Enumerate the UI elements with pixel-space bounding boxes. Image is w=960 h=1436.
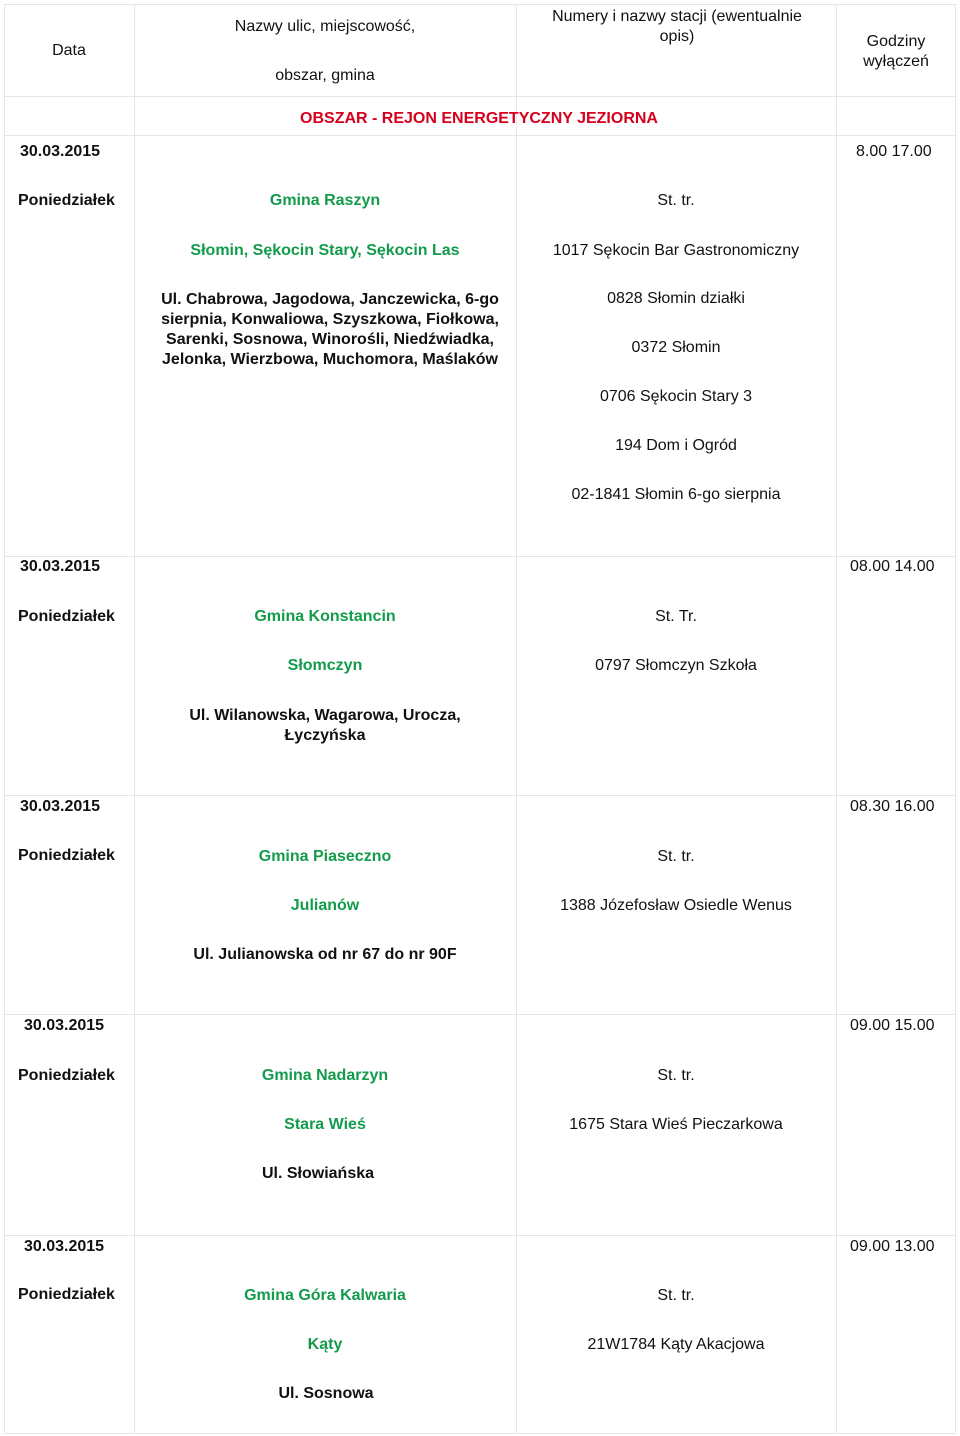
entry-date: 30.03.2015 xyxy=(20,558,101,575)
station-item: 0797 Słomczyn Szkoła xyxy=(595,657,757,674)
entry-date: 30.03.2015 xyxy=(24,1238,105,1255)
station-item: 1675 Stara Wieś Pieczarkowa xyxy=(569,1116,783,1133)
entry-localities: Stara Wieś xyxy=(284,1116,366,1133)
entry-hours: 8.00 17.00 xyxy=(856,143,932,160)
station-item: 0372 Słomin xyxy=(631,339,721,356)
row-divider xyxy=(4,1014,956,1015)
entry-gmina: Gmina Raszyn xyxy=(269,192,381,209)
row-divider xyxy=(4,556,956,557)
row-divider xyxy=(4,795,956,796)
station-label: St. tr. xyxy=(657,192,695,209)
station-item: 194 Dom i Ogród xyxy=(615,437,737,454)
entry-day: Poniedziałek xyxy=(18,847,115,864)
entry-localities: Kąty xyxy=(307,1336,343,1353)
entry-hours: 08.00 14.00 xyxy=(850,558,935,575)
entry-date: 30.03.2015 xyxy=(24,1017,105,1034)
header-streets-line1: Nazwy ulic, miejscowość, xyxy=(234,18,416,35)
entry-streets: Ul. Chabrowa, Jagodowa, Janczewicka, 6-go sierpnia, Konwaliowa, Szyszkowa, Fiołkowa, Sarenki, Sosnowa, Winorośli, Niedźwiadka, Jelonka, Wierzbowa, Muchomora, Maślaków xyxy=(161,291,499,368)
station-label: St. tr. xyxy=(657,848,695,865)
station-label: St. tr. xyxy=(657,1287,695,1304)
entry-gmina: Gmina Nadarzyn xyxy=(261,1067,389,1084)
station-label: St. tr. xyxy=(657,1067,695,1084)
entry-gmina: Gmina Piaseczno xyxy=(258,848,392,865)
header-stations-line1: Numery i nazwy stacji (ewentualnie xyxy=(552,8,802,25)
entry-localities: Słomczyn xyxy=(287,657,363,674)
station-label: St. Tr. xyxy=(655,608,697,625)
column-divider xyxy=(516,4,517,1434)
entry-streets: Ul. Wilanowska, Wagarowa, Urocza, Łyczyńska xyxy=(189,707,461,744)
entry-streets: Ul. Słowiańska xyxy=(261,1165,375,1182)
entry-date: 30.03.2015 xyxy=(20,143,101,160)
row-divider xyxy=(4,96,956,97)
entry-localities: Słomin, Sękocin Stary, Sękocin Las xyxy=(190,242,460,259)
entry-hours: 09.00 13.00 xyxy=(850,1238,935,1255)
column-divider xyxy=(134,4,135,1434)
header-stations-line2: opis) xyxy=(659,28,695,45)
station-item: 0706 Sękocin Stary 3 xyxy=(599,388,753,405)
station-item: 1388 Józefosław Osiedle Wenus xyxy=(560,897,792,914)
station-item: 21W1784 Kąty Akacjowa xyxy=(587,1336,765,1353)
header-date: Data xyxy=(52,42,86,59)
entry-day: Poniedziałek xyxy=(18,1286,115,1303)
row-divider xyxy=(4,135,956,136)
station-item: 1017 Sękocin Bar Gastronomiczny xyxy=(552,242,800,259)
region-title: OBSZAR - REJON ENERGETYCZNY JEZIORNA xyxy=(300,110,658,127)
entry-day: Poniedziałek xyxy=(18,1067,115,1084)
entry-hours: 09.00 15.00 xyxy=(850,1017,935,1034)
header-hours-line1: Godziny xyxy=(866,33,926,50)
entry-streets: Ul. Julianowska od nr 67 do nr 90F xyxy=(193,946,457,963)
column-divider xyxy=(836,4,837,1434)
entry-date: 30.03.2015 xyxy=(20,798,101,815)
entry-day: Poniedziałek xyxy=(18,192,115,209)
entry-streets: Ul. Sosnowa xyxy=(278,1385,374,1402)
station-item: 02-1841 Słomin 6-go sierpnia xyxy=(571,486,781,503)
entry-gmina: Gmina Konstancin xyxy=(254,608,396,625)
header-hours-line2: wyłączeń xyxy=(863,53,929,70)
entry-localities: Julianów xyxy=(290,897,360,914)
station-item: 0828 Słomin działki xyxy=(607,290,745,307)
entry-day: Poniedziałek xyxy=(18,608,115,625)
header-streets-line2: obszar, gmina xyxy=(275,67,375,84)
entry-hours: 08.30 16.00 xyxy=(850,798,935,815)
row-divider xyxy=(4,1235,956,1236)
entry-gmina: Gmina Góra Kalwaria xyxy=(244,1287,406,1304)
